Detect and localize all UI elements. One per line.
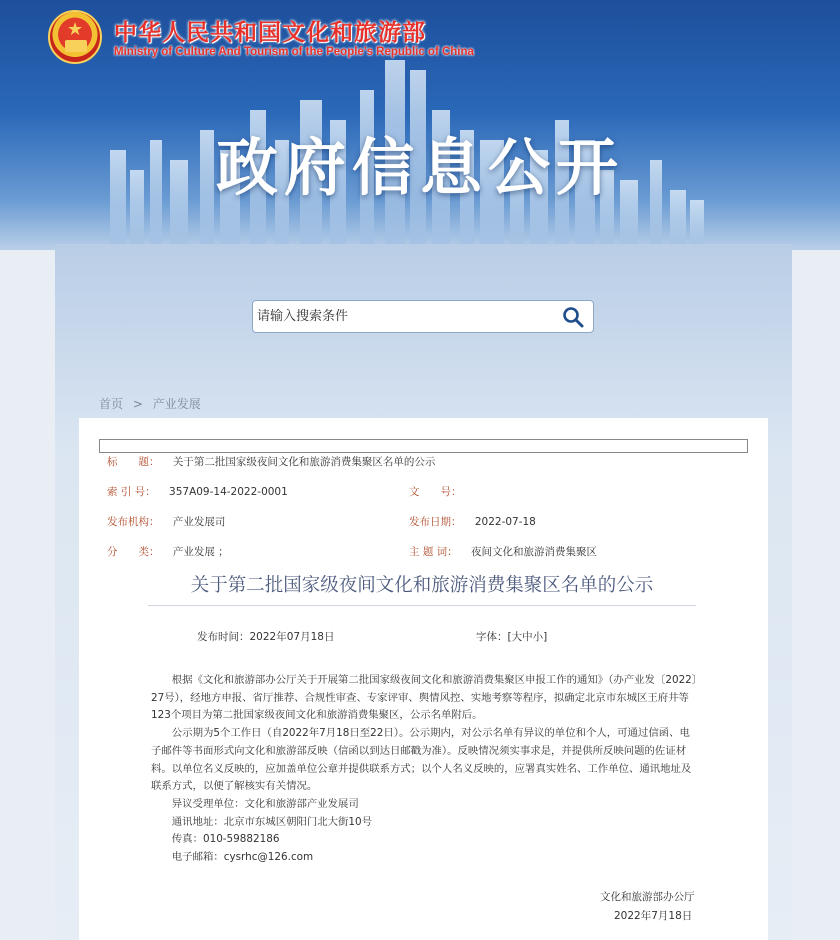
meta-date-value: 2022-07-18: [474, 516, 536, 528]
meta-topic-row: [409, 544, 597, 559]
article-title: 关于第二批国家级夜间文化和旅游消费集聚区名单的公示: [148, 571, 696, 606]
contact-fax: 传真：010-59882186: [171, 833, 280, 846]
breadcrumb: [99, 395, 207, 412]
contact-unit: 异议受理单位：文化和旅游部产业发展司: [171, 797, 359, 810]
signature-date: 2022年7月18日: [614, 910, 693, 922]
meta-index-label: 索 引 号：: [107, 486, 156, 498]
breadcrumb-current-link[interactable]: 产业发展: [152, 397, 201, 411]
empty-input-box: [99, 439, 748, 453]
breadcrumb-separator: >: [132, 397, 143, 411]
search-icon[interactable]: [561, 305, 585, 329]
section-title: 政府信息公开: [215, 131, 624, 204]
meta-org-row: [107, 514, 225, 529]
meta-topic-label: 主 题 词：: [409, 546, 458, 558]
meta-date-label: 发布日期：: [409, 516, 462, 528]
search-input[interactable]: [253, 301, 553, 332]
article-paragraph-1: 根据《文化和旅游部办公厅关于开展第二批国家级夜间文化和旅游消费集聚区申报工作的通知》（办产业发〔2022〕27号），经地方申报、省厅推荐、合规性审查、专家评审、舆情风控、实地考察等程序，拟确定北京市东城区王府井等123个项目为第二批国家级夜间文化和旅游消费集聚区，公示名单附后。: [151, 674, 697, 722]
meta-category-label: 分 类：: [107, 546, 160, 558]
contact-address: 通讯地址：北京市东城区朝阳门北大街10号: [171, 815, 373, 828]
meta-category-value: 产业发展 ；: [172, 546, 229, 558]
contact-email: 电子邮箱：cysrhc@126.com: [171, 851, 314, 864]
search-box: [252, 300, 594, 333]
font-size-label: 字体：: [476, 631, 508, 643]
meta-title-row: [107, 454, 435, 469]
header-banner: [0, 0, 840, 250]
meta-category-row: [107, 544, 229, 559]
font-size-control: [476, 629, 547, 644]
national-emblem-icon: ★: [48, 10, 102, 64]
meta-org-label: 发布机构：: [107, 516, 160, 528]
breadcrumb-home-link[interactable]: 首页: [99, 397, 124, 411]
meta-doc-row: [409, 484, 462, 499]
meta-index-value: 357A09-14-2022-0001: [169, 486, 288, 498]
meta-org-value: 产业发展司: [172, 516, 226, 528]
meta-date-row: [409, 514, 536, 529]
meta-index-row: [107, 484, 288, 499]
meta-doc-label: 文 号：: [409, 486, 462, 498]
article-paragraph-2: 公示期为5个工作日（自2022年7月18日至22日）。公示期内，对公示名单有异议的单位和个人，可通过信函、电子邮件等书面形式向文化和旅游部反映（信函以到达日邮戳为准）。反映情况须实事求是，并提供所反映问题的佐证材料。以单位名义反映的，应加盖单位公章并提供联系方式；以个人名义反映的，应署真实姓名、工作单位、通讯地址及联系方式，以便了解核实有关情况。: [151, 727, 692, 793]
meta-title-value: 关于第二批国家级夜间文化和旅游消费集聚区名单的公示: [172, 456, 436, 468]
ministry-name-cn[interactable]: 中华人民共和国文化和旅游部: [114, 20, 426, 46]
signature-org: 文化和旅游部办公厅: [600, 891, 695, 903]
ministry-name-en: Ministry of Culture And Tourism of the People’s Republic of China: [114, 46, 474, 58]
meta-title-label: 标 题：: [107, 456, 160, 468]
meta-topic-value: 夜间文化和旅游消费集聚区: [471, 546, 598, 558]
publish-time: 发布时间：2022年07月18日: [197, 631, 335, 643]
article-body: [151, 672, 698, 867]
font-size-buttons[interactable]: [大中小]: [507, 631, 548, 643]
